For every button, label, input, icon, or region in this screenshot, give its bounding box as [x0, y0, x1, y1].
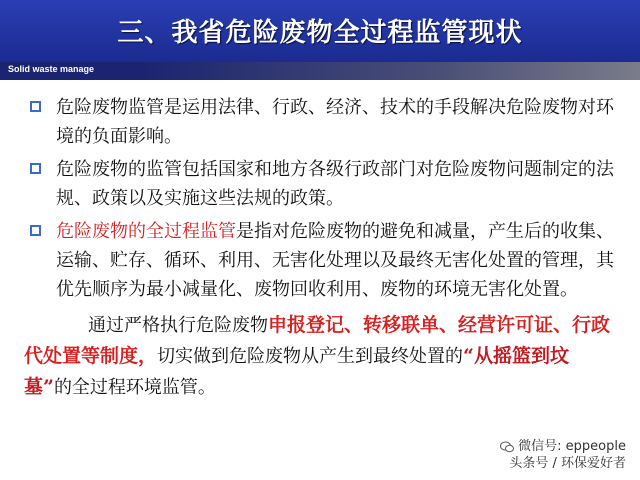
watermark-toutiao: 头条号 / 环保爱好者: [509, 456, 626, 471]
bullet-highlight: 危险废物的全过程监管: [56, 221, 236, 242]
slide-header: [0, 0, 640, 63]
watermark-wechat: 微信号: eppeople: [518, 439, 626, 454]
square-bullet-icon: [30, 163, 41, 174]
bullet-item: [24, 93, 614, 151]
paragraph-prefix: 通过严格执行危险废物: [88, 315, 268, 336]
bullet-text: 是指对危险废物的避免和减量，产生后的收集、运输、贮存、循环、利用、无害化处理以及最终无害化处置的管理，其优先顺序为最小减量化、废物回收利用、废物的环境无害化处置。: [56, 221, 614, 300]
square-bullet-icon: [30, 101, 41, 112]
bullet-item: [24, 217, 614, 304]
paragraph-suffix: 的全过程环境监管。: [53, 377, 216, 398]
subtitle-bar: [0, 62, 640, 80]
summary-paragraph: [24, 310, 614, 403]
bullet-item: [24, 155, 614, 213]
watermark: [500, 438, 626, 472]
subtitle-text: Solid waste manage: [8, 64, 95, 74]
bullet-text: 危险废物监管是运用法律、行政、经济、技术的手段解决危险废物对环境的负面影响。: [56, 97, 614, 147]
slide-title: 三、我省危险废物全过程监管现状: [117, 18, 523, 48]
paragraph-emphasis: 申报登记、转移联单、经营许可证、行政代处置等制度，: [24, 314, 611, 367]
square-bullet-icon: [30, 225, 41, 236]
paragraph-quote: “从摇篮到坟墓”: [24, 345, 569, 398]
slide-content: [24, 93, 614, 403]
wechat-icon: [500, 441, 514, 453]
bullet-text: 危险废物的监管包括国家和地方各级行政部门对危险废物问题制定的法规、政策以及实施这些法规的政策。: [56, 159, 614, 209]
watermark-line1: [500, 438, 626, 455]
subtitle-bar-gradient: [140, 62, 640, 80]
paragraph-middle: 切实做到危险废物从产生到最终处置的: [157, 346, 464, 367]
